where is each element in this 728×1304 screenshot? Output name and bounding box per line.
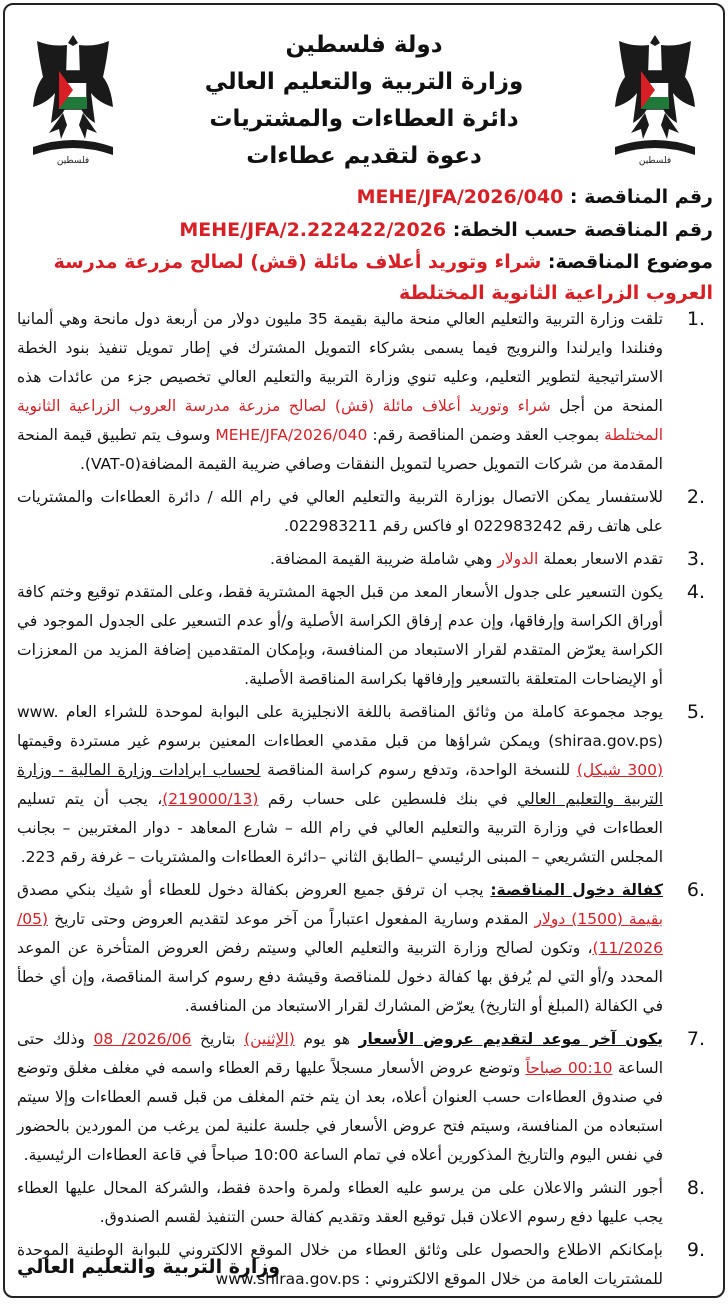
- item-text: أجور النشر والاعلان على من يرسو عليه العطاء ولمرة واحدة فقط، والشركة المحال عليها العطاء يجب عليها دفع رسوم الاعلان قبل توقيع العقد وتقديم كفالة حسن التنفيذ لقسم الصندوق.: [17, 1179, 663, 1226]
- department-name: دائرة العطاءات والمشتريات: [209, 106, 519, 132]
- plan-number: MEHE/JFA/2.222422/2026: [179, 219, 447, 241]
- subject-text: شراء وتوريد أعلاف مائلة (قش) لصالح مزرعة مدرسة العروب الزراعية الثانوية المختلطة: [53, 251, 713, 304]
- tender-number-label: رقم المناقصة :: [569, 186, 713, 208]
- item-highlight: (300 شيكل): [576, 761, 663, 779]
- tender-conditions: [17, 305, 713, 1298]
- tender-announcement: [3, 3, 725, 1298]
- item-text: [17, 698, 663, 872]
- palestine-emblem-left: [23, 27, 123, 167]
- item-number: 1.: [686, 308, 705, 330]
- condition-item-7: [17, 1025, 713, 1170]
- subject-label: موضوع المناقصة:: [547, 251, 713, 273]
- palestine-emblem-right: [605, 27, 705, 167]
- plan-number-label: رقم المناقصة حسب الخطة:: [452, 219, 713, 241]
- item-text-part: في بنك فلسطين على حساب رقم: [267, 790, 508, 808]
- item-number: 6.: [686, 879, 705, 901]
- condition-item-8: [17, 1174, 713, 1232]
- item-number: 3.: [686, 548, 705, 570]
- svg-text:فلسطين: فلسطين: [56, 156, 90, 166]
- item-text: [17, 305, 663, 479]
- item-text-part: وسوف يتم تطبيق قيمة المنحة المقدمة من شركات التمويل حصريا لتمويل النفقات وصافي ضريبة القيمة المضافة(0-VAT).: [17, 426, 663, 473]
- item-number: 2.: [686, 486, 705, 508]
- item-number: 4.: [686, 581, 705, 603]
- item-highlight: (05/ 11/2026): [17, 910, 663, 957]
- item-highlight: (219000/13): [162, 790, 259, 808]
- item-highlight: 2026/06/ 08: [93, 1030, 192, 1048]
- item-text-part: وهي شاملة ضريبة القيمة المضافة.: [270, 550, 493, 568]
- item-number: 5.: [686, 701, 705, 723]
- item-text-part: يجب ان ترفق جميع العروض بكفالة دخول للعطاء أو شيك بنكي مصدق: [17, 881, 484, 899]
- item-underlined: لحساب ايرادات وزارة المالية - وزارة التربية والتعليم العالي: [17, 761, 664, 808]
- flag-shield-icon: [59, 71, 87, 109]
- item-text-part: تلقت وزارة التربية والتعليم العالي منحة مالية بقيمة 35 مليون دولار من أربعة دول مانحة وهي ألمانيا وفنلندا وايرلندا والنرويج فيما يسمى بشركاء التمويل المشترك في إطار تمويل تنفيذ بنود الخطة الاستراتيجية لتطوير التعليم، وعليه تنوي وزارة التربية والتعليم العالي تخصيص جزء من عائدات هذه المنحة من أجل: [17, 310, 663, 415]
- item-text: [17, 545, 663, 574]
- item-text: يكون التسعير على جدول الأسعار المعد من قبل الجهة المشترية فقط، وعلى المتقدم توقيع وختم كافة أوراق الكراسة وإرفاقها، وإن عدم إرفاق الكراسة الأصلية و/أو عدم التسعير على الجدول الموجود في الكراسة يعرّض المتقدم لقرار الاستبعاد من المنافسة، وبإمكان المتقدمين إضافة المزيد من المعززات أو الإيضاحات المتعلقة بالتسعير وإرفاقها بكراسة المناقصة الأصلية.: [17, 583, 663, 688]
- item-highlight: الدولار: [497, 550, 539, 568]
- item-text-part: وتوضع عروض الأسعار مسجلاً عليها رقم العطاء واسمه في مغلف مغلق وتوضع في صندوق العطاءات حسب العنوان أعلاه، بعد ان يتم ختم المغلف من قبل قسم العطاءات وإلا سيتم استبعاده من المنافسة، وسيتم فتح عروض الأسعار في جلسة علنية لمن يرغب من الموردين بالحضور في نفس اليوم والتاريخ المذكورين أعلاه في تمام الساعة 10:00 صباحاً في قاعة العطاءات الرئيسية.: [17, 1059, 663, 1164]
- item-number: 8.: [686, 1177, 705, 1199]
- item-highlight: 00:10 صباحاً: [525, 1059, 613, 1077]
- item-text-part: بتاريخ: [199, 1030, 236, 1048]
- condition-item-4: [17, 578, 713, 694]
- condition-item-5: [17, 698, 713, 872]
- tender-meta: [17, 181, 713, 309]
- tender-number-row: [17, 181, 713, 214]
- item-underlined: يكون آخر موعد لتقديم عروض الأسعار: [358, 1030, 663, 1048]
- item-text: للاستفسار يمكن الاتصال بوزارة التربية والتعليم العالي في رام الله / دائرة العطاءات والمشتريات على هاتف رقم 022983242 او فاكس رقم 022983211.: [17, 488, 663, 535]
- subject-row: [17, 247, 713, 309]
- item-text: بإمكانكم الاطلاع والحصول على وثائق العطاء من خلال الموقع الالكتروني للبوابة الوطنية الموحدة للمشتريات العامة من خلال الموقع الالكتروني : www.shiraa.gov.ps: [17, 1241, 663, 1288]
- item-text: [17, 1025, 663, 1170]
- item-text-part: ، يجب أن يتم تسليم العطاءات في وزارة التربية والتعليم العالي في رام الله – شارع المعاهد - دوار المغتربين – بجانب المجلس التشريعي – المبنى الرئيسي –الطابق الثاني –دائرة العطاءات والمشتريات – غرفة رقم 223.: [17, 790, 663, 866]
- item-underlined: كفالة دخول المناقصة:: [490, 881, 663, 899]
- item-number: 7.: [686, 1028, 705, 1050]
- plan-number-row: [17, 214, 713, 247]
- item-highlight: بقيمة (1500) دولار: [534, 910, 664, 928]
- item-number: 9.: [686, 1239, 705, 1261]
- condition-item-1: [17, 305, 713, 479]
- item-highlight: (الإثنين): [244, 1030, 295, 1048]
- item-text-part: بموجب العقد وضمن المناقصة رقم:: [372, 426, 600, 444]
- flag-shield-icon: [641, 71, 669, 109]
- condition-item-3: [17, 545, 713, 574]
- item-text-part: تقدم الاسعار بعملة: [543, 550, 663, 568]
- item-text: [17, 876, 663, 1021]
- ministry-signature: وزارة التربية والتعليم العالي: [17, 1256, 281, 1278]
- document-title: دعوة لتقديم عطاءات: [246, 143, 482, 169]
- document-header: [135, 27, 593, 175]
- item-text-part: يوجد مجموعة كاملة من وثائق المناقصة باللغة الانجليزية على البوابة لموحدة للشراء العام www. (shiraa.gov.ps) ويمكن شراؤها من قبل مقدمي العطاءات المعنين برسوم غير مستردة وقيمتها: [17, 703, 663, 750]
- item-highlight: MEHE/JFA/2026/040: [215, 426, 368, 444]
- item-text-part: للنسخة الواحدة، وتدفع رسوم كراسة المناقصة: [267, 761, 571, 779]
- item-text-part: هو يوم: [303, 1030, 350, 1048]
- svg-text:فلسطين: فلسطين: [638, 156, 672, 166]
- item-text-part: المقدم وسارية المفعول اعتباراً من آخر موعد لتقديم العروض وحتى تاريخ: [54, 910, 529, 928]
- ministry-name: وزارة التربية والتعليم العالي: [204, 69, 524, 95]
- eagle-emblem-icon: [23, 27, 123, 167]
- item-highlight: شراء وتوريد أعلاف مائلة (قش) لصالح مزرعة مدرسة العروب الزراعية الثانوية المختلطة: [17, 397, 664, 444]
- tender-number: MEHE/JFA/2026/040: [356, 186, 564, 208]
- eagle-emblem-icon: [605, 27, 705, 167]
- state-name: دولة فلسطين: [285, 32, 443, 58]
- condition-item-6: [17, 876, 713, 1021]
- item-text-part: ، وتكون لصالح وزارة التربية والتعليم العالي وسيتم رفض العروض المتأخرة عن الموعد المحدد و/أو التي لم يُرفق بها كفالة دخول للمناقصة وقيشة دفع رسوم كراسة المناقصة، وإن أي خطأ في الكفالة (المبلغ أو التاريخ) يعرّض المشارك لقرار الاستبعاد من المنافسة.: [17, 939, 663, 1015]
- item-text-part: وذلك حتى الساعة: [17, 1030, 663, 1077]
- condition-item-2: [17, 483, 713, 541]
